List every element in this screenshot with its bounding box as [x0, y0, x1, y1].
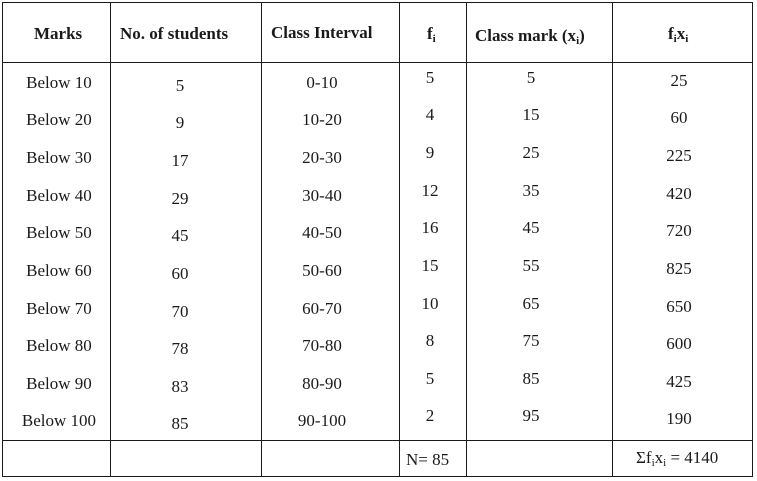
cell-class-mark: 45: [522, 218, 540, 237]
cell-fixi: 420: [666, 184, 692, 203]
cell-fixi: 650: [666, 297, 692, 316]
cell-fi: 5: [425, 369, 435, 388]
cell-fi: 8: [425, 331, 435, 350]
cell-students: 85: [171, 414, 189, 433]
cell-fixi: 425: [666, 372, 692, 391]
cell-class-interval: 70-80: [302, 336, 342, 355]
cell-class-interval: 50-60: [302, 261, 342, 280]
cell-class-interval: 0-10: [306, 73, 338, 92]
cell-students: 29: [171, 189, 189, 208]
totals-divider: [3, 440, 752, 441]
cell-fi: 10: [421, 294, 439, 313]
header-class-mark: Class mark $(x_i)$: [475, 26, 585, 47]
cell-students: 17: [171, 151, 189, 170]
cell-class-interval: 30-40: [302, 186, 342, 205]
cell-class-interval: 10-20: [302, 110, 342, 129]
cell-class-mark: 35: [522, 181, 540, 200]
cell-fixi: 600: [666, 334, 692, 353]
cell-class-interval: 60-70: [302, 299, 342, 318]
cell-fi: 16: [421, 218, 439, 237]
cell-fixi: 825: [666, 259, 692, 278]
cell-marks: Below 30: [26, 148, 92, 167]
cell-students: 70: [171, 302, 189, 321]
cell-class-mark: 85: [522, 369, 540, 388]
cell-students: 83: [171, 377, 189, 396]
cell-class-interval: 90-100: [297, 411, 347, 430]
cell-marks: Below 10: [26, 73, 92, 92]
cell-students: 45: [171, 226, 189, 245]
cell-marks: Below 60: [26, 261, 92, 280]
header-fixi: $f_ix_i$: [668, 24, 689, 45]
cell-fi: 15: [421, 256, 439, 275]
cell-fi: 9: [425, 143, 435, 162]
header-marks: Marks: [34, 24, 83, 43]
header-students: No. of students: [120, 24, 229, 43]
cell-fixi: 60: [670, 108, 688, 127]
cell-fi: 4: [425, 105, 435, 124]
cell-class-mark: 15: [522, 105, 540, 124]
cell-class-interval: 40-50: [302, 223, 342, 242]
cell-fixi: 190: [666, 409, 692, 428]
cell-fi: 2: [425, 406, 435, 425]
cell-class-interval: 80-90: [302, 374, 342, 393]
cell-fixi: 25: [670, 71, 688, 90]
cell-marks: Below 100: [21, 411, 97, 430]
cell-class-mark: 55: [522, 256, 540, 275]
cell-class-mark: 65: [522, 294, 540, 313]
cell-students: 5: [175, 76, 185, 95]
cell-class-mark: 25: [522, 143, 540, 162]
cell-fixi: 225: [666, 146, 692, 165]
cell-marks: Below 90: [26, 374, 92, 393]
cell-class-mark: 95: [522, 406, 540, 425]
cell-marks: Below 50: [26, 223, 92, 242]
frequency-table: [2, 2, 753, 477]
cell-students: 60: [171, 264, 189, 283]
cell-class-mark: 5: [526, 68, 536, 87]
cell-marks: Below 80: [26, 336, 92, 355]
column-divider: [612, 3, 613, 476]
cell-marks: Below 40: [26, 186, 92, 205]
cell-students: 78: [171, 339, 189, 358]
cell-marks: Below 20: [26, 110, 92, 129]
cell-fixi: 720: [666, 221, 692, 240]
cell-students: 9: [175, 113, 185, 132]
sum-fixi: $\Sigma f_ix_i = 4140$: [636, 448, 719, 469]
cell-fi: 12: [421, 181, 439, 200]
cell-marks: Below 70: [26, 299, 92, 318]
total-frequency: N= 85: [406, 450, 450, 469]
header-class-interval: Class Interval: [271, 23, 373, 42]
cell-fi: 5: [425, 68, 435, 87]
header-divider: [3, 62, 752, 63]
header-fi: $f_i$: [427, 24, 436, 45]
cell-class-interval: 20-30: [302, 148, 342, 167]
cell-class-mark: 75: [522, 331, 540, 350]
